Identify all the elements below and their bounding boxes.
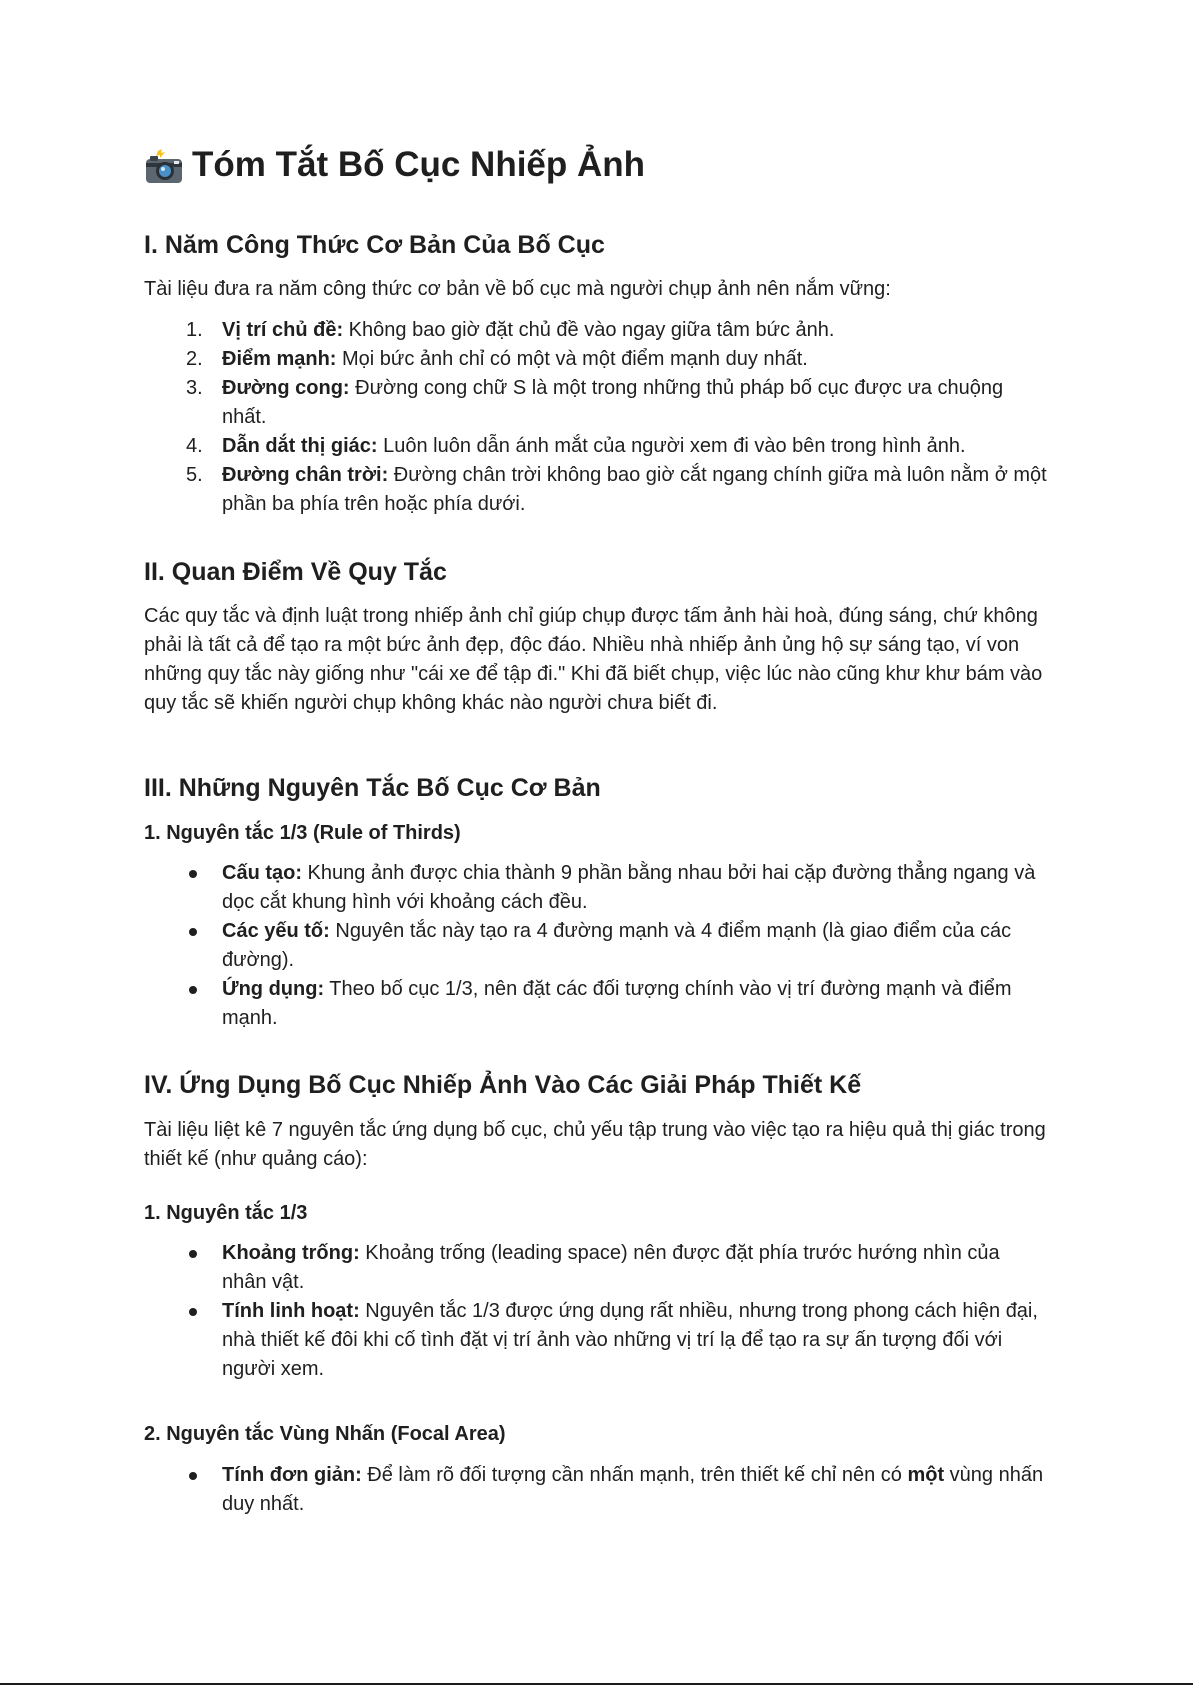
section-4-list-1 bbox=[144, 1239, 1049, 1384]
list-item: 5. Đường chân trời: Đường chân trời không bao giờ cắt ngang chính giữa mà luôn nằm ở một phần ba phía trên hoặc phía dưới. bbox=[186, 464, 1047, 515]
list-item: Tính đơn giản: Để làm rõ đối tượng cần nhấn mạnh, trên thiết kế chỉ nên có một vùng nhấn duy nhất. bbox=[144, 1461, 1049, 1519]
section-1-list bbox=[144, 316, 1049, 519]
section-2-heading: II. Quan Điểm Về Quy Tắc bbox=[144, 558, 447, 586]
list-item: Tính linh hoạt: Nguyên tắc 1/3 được ứng dụng rất nhiều, nhưng trong phong cách hiện đại, nhà thiết kế đôi khi cố tình đặt vị trí ảnh vào những vị trí lạ để tạo ra sự ấn tượng đối với người xem. bbox=[144, 1297, 1049, 1384]
section-4-subheading-2: 2. Nguyên tắc Vùng Nhấn (Focal Area) bbox=[144, 1423, 506, 1445]
section-3-heading: III. Những Nguyên Tắc Bố Cục Cơ Bản bbox=[144, 774, 601, 802]
list-item: Ứng dụng: Theo bố cục 1/3, nên đặt các đối tượng chính vào vị trí đường mạnh và điểm mạnh. bbox=[144, 975, 1049, 1033]
section-4-intro: Tài liệu liệt kê 7 nguyên tắc ứng dụng bố cục, chủ yếu tập trung vào việc tạo ra hiệu quả thị giác trong thiết kế (như quảng cáo): bbox=[144, 1119, 1046, 1170]
list-item: Khoảng trống: Khoảng trống (leading space) nên được đặt phía trước hướng nhìn của nhân vật. bbox=[144, 1239, 1049, 1297]
list-item: 1. Vị trí chủ đề: Không bao giờ đặt chủ đề vào ngay giữa tâm bức ảnh. bbox=[186, 319, 835, 341]
list-item: 3. Đường cong: Đường cong chữ S là một trong những thủ pháp bố cục được ưa chuộng nhất. bbox=[186, 377, 1004, 428]
page-title-text: Tóm Tắt Bố Cục Nhiếp Ảnh bbox=[192, 145, 646, 184]
list-item: Cấu tạo: Khung ảnh được chia thành 9 phần bằng nhau bởi hai cặp đường thẳng ngang và dọc cắt khung hình với khoảng cách đều. bbox=[144, 859, 1049, 917]
list-item: Các yếu tố: Nguyên tắc này tạo ra 4 đường mạnh và 4 điểm mạnh (là giao điểm của các đường). bbox=[144, 917, 1049, 975]
section-1-intro: Tài liệu đưa ra năm công thức cơ bản về bố cục mà người chụp ảnh nên nắm vững: bbox=[144, 278, 891, 300]
section-3-list bbox=[144, 859, 1049, 1033]
list-item: 4. Dẫn dắt thị giác: Luôn luôn dẫn ánh mắt của người xem đi vào bên trong hình ảnh. bbox=[186, 435, 966, 457]
page-title bbox=[144, 140, 645, 190]
section-2-body: Các quy tắc và định luật trong nhiếp ảnh chỉ giúp chụp được tấm ảnh hài hoà, đúng sáng, chứ không phải là tất cả để tạo ra một bức ảnh đẹp, độc đáo. Nhiều nhà nhiếp ảnh ủng hộ sự sáng tạo, ví von những quy tắc này giống như "cái xe để tập đi." Khi đã biết chụp, việc lúc nào cũng khư khư bám vào quy tắc sẽ khiến người chụp không khác nào người chưa biết đi. bbox=[144, 605, 1043, 714]
section-4-subheading-1: 1. Nguyên tắc 1/3 bbox=[144, 1202, 308, 1224]
camera-flash-icon bbox=[144, 149, 184, 185]
list-item: 2. Điểm mạnh: Mọi bức ảnh chỉ có một và một điểm mạnh duy nhất. bbox=[186, 348, 808, 370]
section-4-list-2 bbox=[144, 1461, 1049, 1519]
section-1-heading: I. Năm Công Thức Cơ Bản Của Bố Cục bbox=[144, 231, 605, 259]
section-3-subheading: 1. Nguyên tắc 1/3 (Rule of Thirds) bbox=[144, 822, 461, 844]
section-4-heading: IV. Ứng Dụng Bố Cục Nhiếp Ảnh Vào Các Giải Pháp Thiết Kế bbox=[144, 1071, 862, 1099]
